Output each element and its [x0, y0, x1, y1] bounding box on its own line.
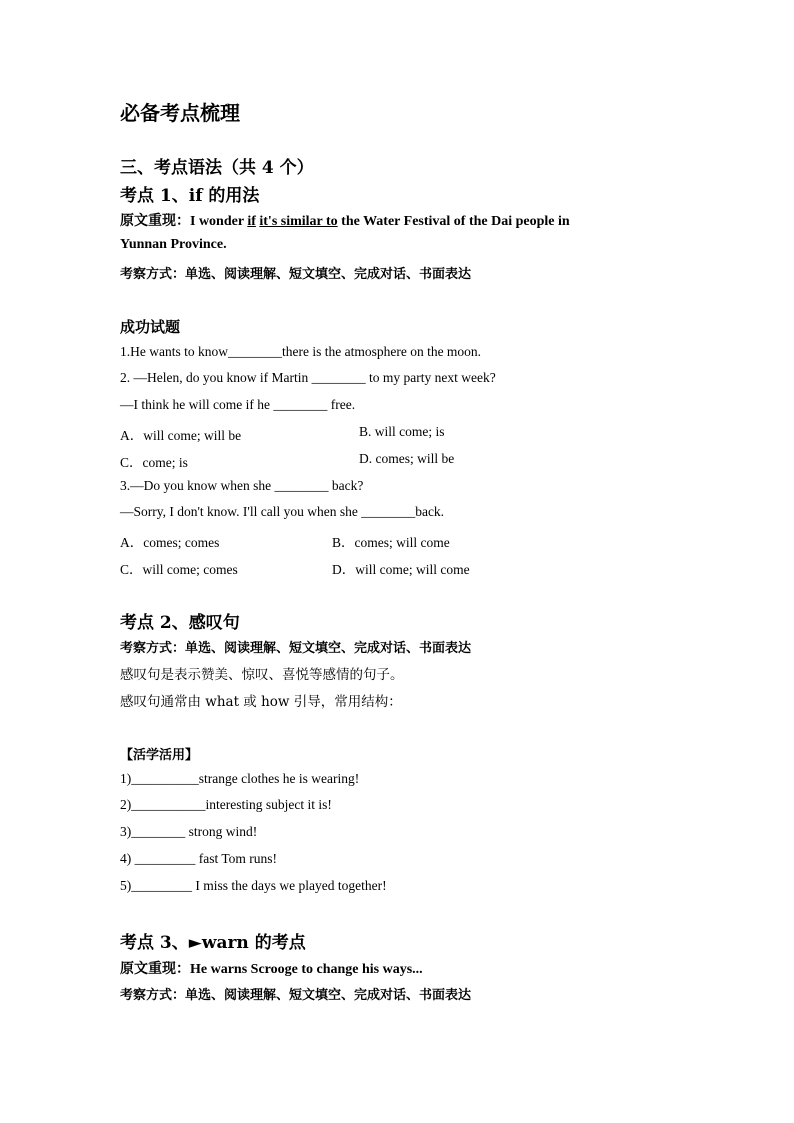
section-title: 三、考点语法（共 4 个）	[120, 158, 314, 178]
practice-item: 4) _________ fast Tom runs!	[120, 851, 278, 866]
point2-desc-2: 感叹句通常由 what 或 how 引导，常用结构：	[120, 694, 402, 710]
point1-title: 考点 1、if 的用法	[120, 186, 260, 206]
original-text: He warns Scrooge to change his ways...	[190, 962, 423, 977]
practice-item: 5)_________ I miss the days we played together!	[120, 878, 387, 893]
question-1: 1.He wants to know________there is the atmosphere on the moon.	[120, 344, 482, 359]
point1-exam-methods: 考察方式：单选、阅读理解、短文填空、完成对话、书面表达	[120, 267, 472, 282]
q2-option-d: D. comes; will be	[359, 451, 455, 466]
original-label: 原文重现：	[120, 213, 190, 229]
point3-exam-methods: 考察方式：单选、阅读理解、短文填空、完成对话、书面表达	[120, 988, 472, 1003]
point2-desc-1: 感叹句是表示赞美、惊叹、喜悦等感情的句子。	[120, 667, 404, 683]
original-similar-to: it's similar to	[259, 214, 338, 229]
original-pre: I wonder	[190, 214, 248, 229]
point2-title: 考点 2、感叹句	[120, 613, 240, 633]
main-heading: 必备考点梳理	[120, 101, 240, 125]
point1-original-sentence	[120, 210, 570, 230]
practice-item: 3)________ strong wind!	[120, 824, 258, 839]
question-2-stem: 2. —Helen, do you know if Martin ________ to my party next week?	[120, 370, 496, 385]
quiz-title: 成功试题	[120, 318, 181, 336]
original-if: if	[247, 214, 256, 229]
point3-title: 考点 3、►warn 的考点	[120, 933, 306, 953]
q3-option-a: A．comes; comes	[120, 535, 220, 550]
question-3-stem: 3.—Do you know when she ________ back?	[120, 478, 364, 493]
q3-option-c: C．will come; comes	[120, 562, 238, 577]
q2-option-b: B. will come; is	[359, 424, 445, 439]
practice-item: 1)__________strange clothes he is wearing!	[120, 771, 360, 786]
original-label: 原文重现：	[120, 961, 190, 977]
question-3-line2: —Sorry, I don't know. I'll call you when she ________back.	[120, 504, 445, 519]
q2-option-c: C．come; is	[120, 455, 188, 470]
point1-original-line2: Yunnan Province.	[120, 237, 227, 252]
question-2-line2: —I think he will come if he ________ free.	[120, 397, 356, 412]
practice-title: 【活学活用】	[120, 748, 199, 763]
practice-item: 2)___________interesting subject it is!	[120, 797, 332, 812]
point2-exam-methods: 考察方式：单选、阅读理解、短文填空、完成对话、书面表达	[120, 641, 472, 656]
point3-original-sentence	[120, 958, 423, 978]
q3-option-d: D．will come; will come	[332, 562, 470, 577]
q2-option-a: A．will come; will be	[120, 428, 242, 443]
original-post: the Water Festival of the Dai people in	[337, 214, 570, 229]
q3-option-b: B．comes; will come	[332, 535, 450, 550]
